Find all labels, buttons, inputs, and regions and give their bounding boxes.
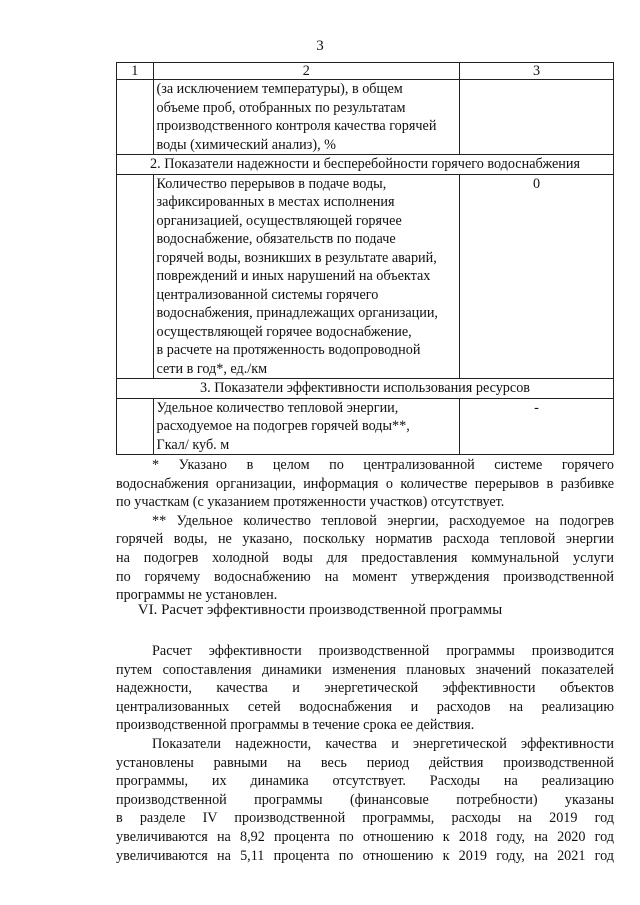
cell-line: Количество перерывов в подаче воды, bbox=[156, 175, 387, 192]
footnote-2-line: горячей воды, не указано, поскольку норматив расхода тепловой энергии bbox=[116, 531, 614, 548]
section-2-row bbox=[117, 155, 614, 175]
continuation-text-cell bbox=[153, 80, 460, 155]
row-number-cell bbox=[117, 174, 154, 379]
footnote-1-line: по участкам (с указанием протяженности участков) отсутствует. bbox=[116, 494, 505, 511]
section-2-title: 2. Показатели надежности и бесперебойности горячего водоснабжения bbox=[117, 155, 614, 175]
footnote-1-line: водоснабжения организации, информация о количестве перерывов в разбивке bbox=[116, 475, 614, 492]
cell-line: сети в год*, ед./км bbox=[156, 360, 268, 377]
cell-line: Гкал/ куб. м bbox=[156, 436, 230, 453]
paragraph-1-line: надежности, качества и энергетической эффективности объектов bbox=[116, 680, 614, 697]
header-col-1: 1 bbox=[117, 63, 154, 80]
cell-line: Удельное количество тепловой энергии, bbox=[156, 399, 399, 416]
cell-line: водоснабжение, обязательств по подаче bbox=[156, 231, 396, 247]
value-cell bbox=[460, 80, 614, 155]
section-3-row bbox=[117, 379, 614, 399]
page-number: 3 bbox=[316, 38, 324, 54]
paragraph-1-line: путем сопоставления динамики изменения плановых значений показателей bbox=[116, 661, 614, 678]
cell-line: в расчете на протяженность водопроводной bbox=[156, 342, 421, 358]
row-number-cell bbox=[117, 80, 154, 155]
cell-line: повреждений и иных нарушений на объектах bbox=[156, 268, 431, 284]
paragraph-2-line: увеличиваются на 5,11 процента по отношению к 2019 году, на 2021 год bbox=[116, 847, 614, 864]
paragraph-1-line: централизованных сетей водоснабжения и расходов на реализацию bbox=[116, 698, 614, 715]
paragraph-1-line: производственной программы в течение срока ее действия. bbox=[116, 717, 475, 734]
paragraph-2-line: в разделе IV производственной программы, расходы на 2019 год bbox=[116, 810, 614, 827]
paragraph-2-line: увеличиваются на 8,92 процента по отношению к 2018 году, на 2020 год bbox=[116, 828, 614, 845]
cell-line: осуществляющей горячее водоснабжение, bbox=[156, 323, 412, 340]
footnote-2-line: по горячему водоснабжению на момент утверждения производственной bbox=[116, 568, 614, 585]
section-heading: VI. Расчет эффективности производственной программы bbox=[137, 602, 503, 618]
footnote-2-line: программы не установлен. bbox=[116, 587, 278, 604]
table-row bbox=[117, 80, 614, 155]
table-row bbox=[117, 174, 614, 379]
cell-line: объеме проб, отобранных по результатам bbox=[156, 99, 406, 116]
footnote-1-line: * Указано в целом по централизованной системе горячего bbox=[152, 457, 614, 473]
heat-value: - bbox=[460, 398, 614, 455]
paragraph-1-line: Расчет эффективности производственной программы производится bbox=[152, 643, 614, 659]
footnote-2-line: ** Удельное количество тепловой энергии, расходуемое на подогрев bbox=[152, 512, 614, 529]
footnotes bbox=[116, 456, 614, 605]
paragraph-2-line: установлены равными на весь период действия производственной bbox=[116, 754, 614, 771]
paragraph-2-line: Показатели надежности, качества и энергетической эффективности bbox=[152, 735, 614, 752]
section-3-title: 3. Показатели эффективности использования ресурсов bbox=[117, 379, 614, 399]
cell-line: централизованной системы горячего bbox=[156, 286, 379, 303]
paragraph-2-line: программы, их динамика отсутствует. Расходы на реализацию bbox=[116, 773, 614, 790]
body-text bbox=[116, 642, 614, 865]
cell-line: водоснабжения, принадлежащих организации, bbox=[156, 305, 438, 321]
cell-line: зафиксированных в местах исполнения bbox=[156, 194, 395, 210]
indicators-table bbox=[116, 62, 614, 455]
cell-line: воды (химический анализ), % bbox=[156, 136, 336, 153]
table-header-row bbox=[117, 63, 614, 80]
cell-line: (за исключением температуры), в общем bbox=[156, 81, 403, 97]
cell-line: производственного контроля качества горячей bbox=[156, 118, 437, 134]
row-number-cell bbox=[117, 398, 154, 455]
header-col-3: 3 bbox=[460, 63, 614, 80]
table-row bbox=[117, 398, 614, 455]
cell-line: расходуемое на подогрев горячей воды**, bbox=[156, 418, 410, 434]
header-col-2: 2 bbox=[153, 63, 460, 80]
cell-line: горячей воды, возникших в результате аварий, bbox=[156, 249, 437, 266]
cell-line: организацией, осуществляющей горячее bbox=[156, 212, 402, 229]
interruptions-value: 0 bbox=[460, 174, 614, 379]
footnote-2-line: на подогрев холодной воды для предоставления коммунальной услуги bbox=[116, 549, 614, 566]
paragraph-2-line: производственной программы (финансовые потребности) указаны bbox=[116, 791, 614, 808]
interruptions-text-cell bbox=[153, 174, 460, 379]
heat-text-cell bbox=[153, 398, 460, 455]
